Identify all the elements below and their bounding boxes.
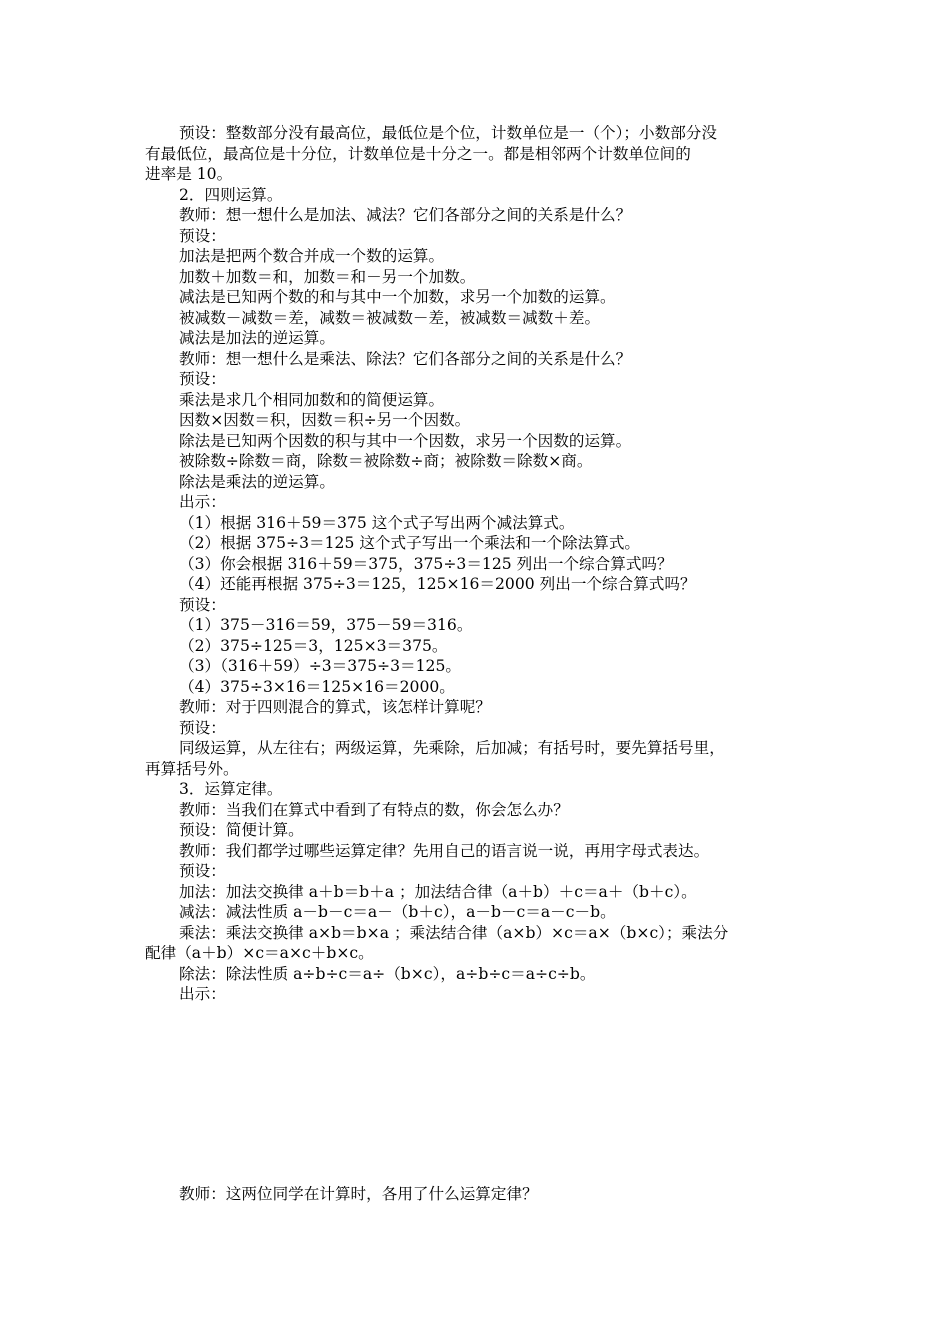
text-line: （4）375÷3×16＝125×16＝2000。 xyxy=(179,677,455,696)
text-line: 预设：整数部分没有最高位，最低位是个位，计数单位是一（个）；小数部分没 xyxy=(179,124,717,142)
text-line: 除法是已知两个因数的积与其中一个因数，求另一个因数的运算。 xyxy=(179,431,632,450)
text-line: 预设： xyxy=(179,718,226,737)
closing-question: 教师：这两位同学在计算时，各用了什么运算定律？ xyxy=(179,1185,538,1203)
document-body xyxy=(145,123,813,1005)
text-line: 配律（a＋b）×c＝a×c＋b×c。 xyxy=(145,944,374,962)
text-line: 教师：想一想什么是乘法、除法？它们各部分之间的关系是什么？ xyxy=(179,349,632,368)
text-line: 教师：我们都学过哪些运算定律？先用自己的语言说一说，再用字母式表达。 xyxy=(179,841,710,860)
text-line: 进率是 10。 xyxy=(145,165,233,183)
text-line: （4）还能再根据 375÷3＝125，125×16＝2000 列出一个综合算式吗？ xyxy=(179,575,696,593)
text-line: 减法是已知两个数的和与其中一个加数，求另一个加数的运算。 xyxy=(179,288,616,306)
text-line: 预设： xyxy=(179,370,226,388)
text-line: 预设： xyxy=(179,226,226,245)
text-line: （3）（316＋59）÷3＝375÷3＝125。 xyxy=(179,657,461,675)
text-line: 加法：加法交换律 a＋b＝b＋a ；加法结合律（a＋b）＋c＝a＋（b＋c）。 xyxy=(179,882,697,901)
text-line: 出示： xyxy=(179,985,226,1003)
text-line: 减法是加法的逆运算。 xyxy=(179,329,335,347)
text-line: （2）375÷125＝3，125×3＝375。 xyxy=(179,636,448,655)
text-line: 同级运算，从左往右；两级运算，先乘除，后加减；有括号时，要先算括号里， xyxy=(179,739,725,757)
text-line: 2．四则运算。 xyxy=(179,185,283,204)
text-line: 预设：简便计算。 xyxy=(179,821,304,839)
text-line: 被减数－减数＝差，减数＝被减数－差，被减数＝减数＋差。 xyxy=(179,308,601,327)
text-line: 预设： xyxy=(179,862,226,880)
text-line: （1）375－316＝59，375－59＝316。 xyxy=(179,616,473,634)
text-line: 有最低位，最高位是十分位，计数单位是十分之一。都是相邻两个计数单位间的 xyxy=(145,144,691,163)
text-line: 再算括号外。 xyxy=(145,759,239,778)
text-line: （1）根据 316＋59＝375 这个式子写出两个减法算式。 xyxy=(179,513,575,532)
text-line: 除法是乘法的逆运算。 xyxy=(179,472,335,491)
text-line: （3）你会根据 316＋59＝375，375÷3＝125 列出一个综合算式吗？ xyxy=(179,554,673,573)
text-line: （2）根据 375÷3＝125 这个式子写出一个乘法和一个除法算式。 xyxy=(179,534,641,552)
text-line: 3．运算定律。 xyxy=(179,780,283,798)
text-line: 被除数÷除数＝商，除数＝被除数÷商；被除数＝除数×商。 xyxy=(179,452,593,470)
text-line: 预设： xyxy=(179,595,226,614)
text-line: 除法：除法性质 a÷b÷c＝a÷（b×c），a÷b÷c＝a÷c÷b。 xyxy=(179,964,596,983)
text-line: 因数×因数＝积，因数＝积÷另一个因数。 xyxy=(179,411,471,429)
text-line: 教师：对于四则混合的算式，该怎样计算呢？ xyxy=(179,698,491,716)
text-line: 加法是把两个数合并成一个数的运算。 xyxy=(179,247,445,265)
text-line: 出示： xyxy=(179,493,226,511)
text-line: 乘法是求几个相同加数和的简便运算。 xyxy=(179,390,445,409)
text-line: 减法：减法性质 a－b－c＝a－（b＋c），a－b－c＝a－c－b。 xyxy=(179,903,616,921)
text-line: 加数＋加数＝和，加数＝和－另一个加数。 xyxy=(179,267,476,286)
text-line: 教师：想一想什么是加法、减法？它们各部分之间的关系是什么？ xyxy=(179,206,632,224)
text-line: 乘法：乘法交换律 a×b＝b×a ；乘法结合律（a×b）×c＝a×（b×c）；乘法分 xyxy=(179,923,729,942)
text-line: 教师：当我们在算式中看到了有特点的数，你会怎么办？ xyxy=(179,800,569,819)
